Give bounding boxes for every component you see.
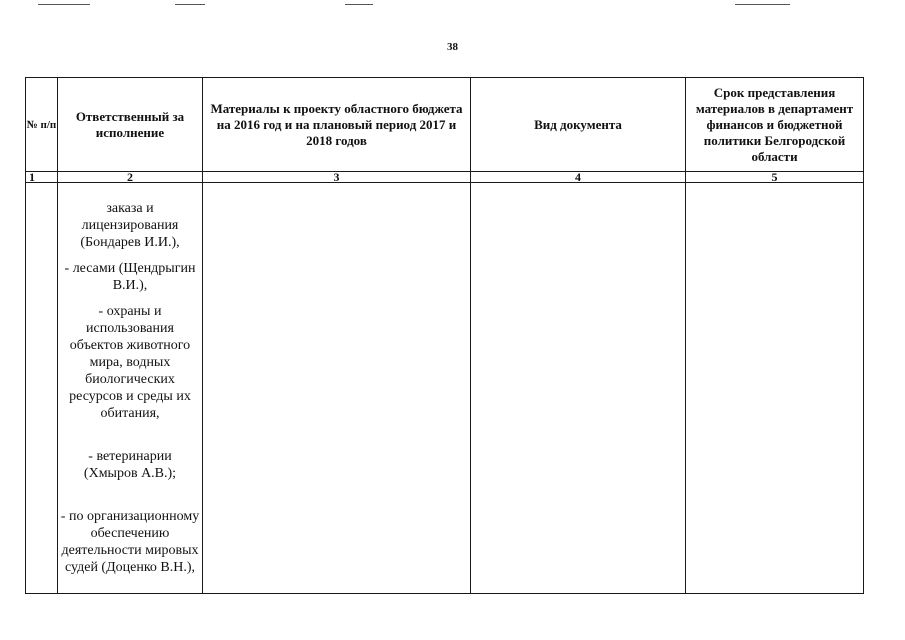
page-number: 38 (447, 41, 458, 53)
header-responsible: Ответственный за исполнение (58, 78, 203, 172)
responsible-list (58, 200, 202, 576)
column-number: 1 (26, 172, 58, 183)
responsible-entry: - охраны и использования объектов животного мира, водных биологических ресурсов и среды их обитания, (69, 304, 191, 421)
cell-responsible (58, 183, 203, 594)
scan-artifact-line (735, 4, 790, 5)
header-document-type: Вид документа (471, 78, 686, 172)
column-number: 3 (203, 172, 471, 183)
responsible-entry: заказа и лицензирования (Бондарев И.И.), (80, 201, 180, 250)
cell-materials (203, 183, 471, 594)
table-row (26, 183, 864, 594)
cell-deadline (686, 183, 864, 594)
responsible-entry: - ветеринарии (Хмыров А.В.); (83, 449, 177, 481)
responsible-entry: - лесами (Щендрыгин В.И.), (64, 261, 196, 293)
column-number-row (26, 172, 864, 183)
responsible-entry: - по организационному обеспечению деятельности мировых судей (Доценко В.Н.), (60, 509, 200, 575)
header-item-number: № п/п (26, 78, 58, 172)
column-number: 4 (471, 172, 686, 183)
cell-document-type (471, 183, 686, 594)
cell-item-number (26, 183, 58, 594)
header-row (26, 78, 864, 172)
budget-materials-table (25, 77, 864, 594)
scan-artifact-line (345, 4, 373, 5)
scan-artifact-line (175, 4, 205, 5)
column-number: 2 (58, 172, 203, 183)
header-materials: Материалы к проекту областного бюджета на 2016 год и на плановый период 2017 и 2018 годов (203, 78, 471, 172)
column-number: 5 (686, 172, 864, 183)
header-deadline: Срок представления материалов в департамент финансов и бюджетной политики Белгородской области (686, 78, 864, 172)
scan-artifact-line (38, 4, 90, 5)
